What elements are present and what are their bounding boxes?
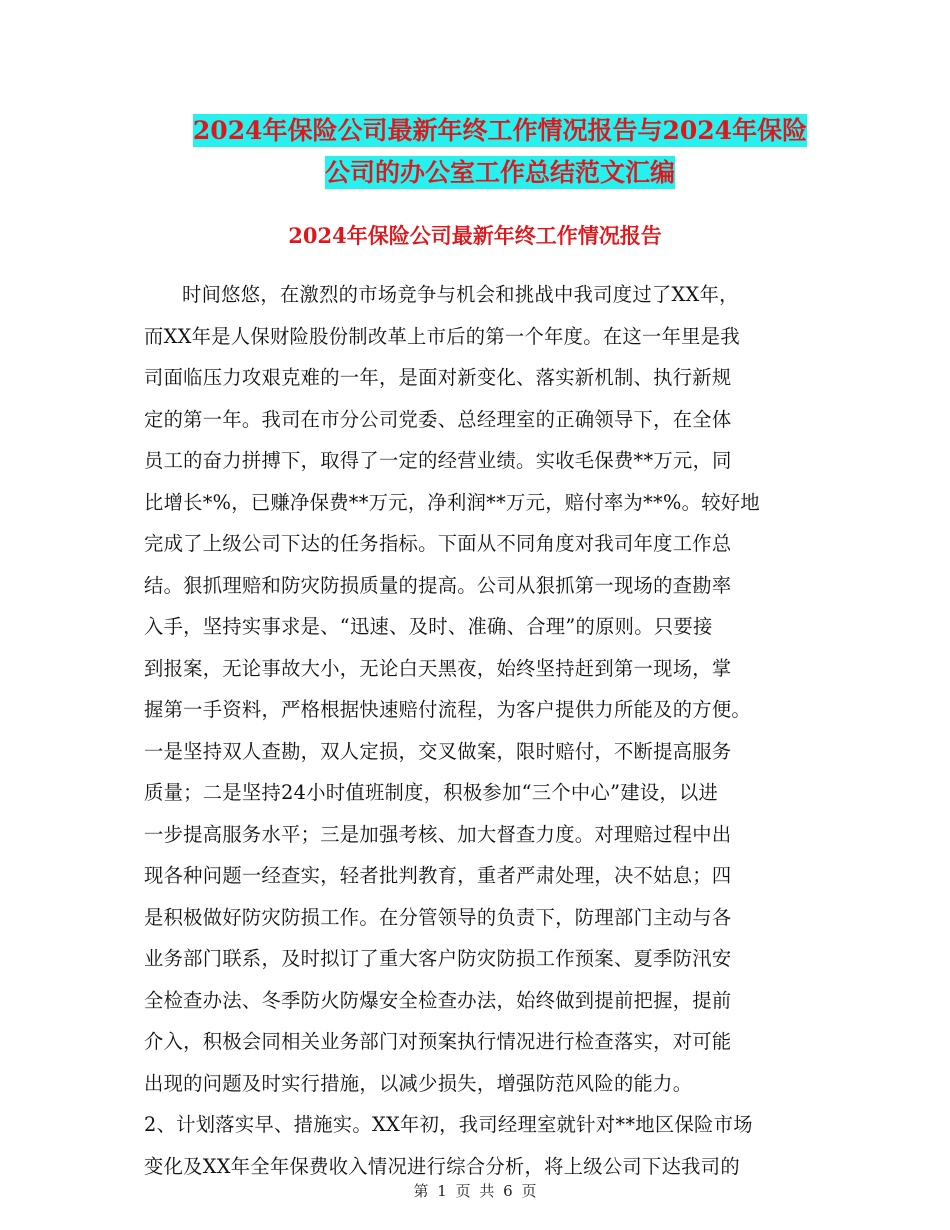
body-line: 比增长*%，已赚净保费**万元，净利润**万元，赔付率为**%。较好地: [144, 490, 760, 514]
body-line: 业务部门联系，及时拟订了重大客户防灾防损工作预案、夏季防汛安: [144, 947, 732, 970]
body-text: [144, 274, 824, 1187]
body-line: 完成了上级公司下达的任务指标。下面从不同角度对我司年度工作总: [144, 532, 732, 555]
body-line: 结。狠抓理赔和防灾防损质量的提高。公司从狠抓第一现场的查勘率: [144, 573, 732, 597]
body-line: 全检查办法、冬季防火防爆安全检查办法，始终做到提前把握，提前: [144, 988, 732, 1012]
body-line: 握第一手资料，严格根据快速赔付流程，为客户提供力所能及的方便。: [144, 698, 752, 721]
body-line: 是积极做好防灾防损工作。在分管领导的负责下，防理部门主动与各: [144, 905, 732, 929]
body-line: 司面临压力攻艰克难的一年，是面对新变化、落实新机制、执行新规: [144, 366, 732, 389]
document-title: [120, 110, 880, 194]
body-line: 变化及XX年全年保费收入情况进行综合分析，将上级公司下达我司的: [144, 1154, 740, 1178]
body-line: 而XX年是人保财险股份制改革上市后的第一个年度。在这一年里是我: [144, 324, 740, 348]
body-line: 一是坚持双人查勘，双人定损，交叉做案，限时赔付，不断提高服务: [144, 739, 732, 763]
body-line: 出现的问题及时实行措施，以减少损失，增强防范风险的能力。: [144, 1071, 693, 1095]
document-title-line-1: 2024年保险公司最新年终工作情况报告与2024年保险: [192, 116, 808, 145]
body-line: 到报案，无论事故大小，无论白天黑夜，始终坚持赶到第一现场，掌: [144, 656, 732, 680]
body-line: 员工的奋力拼搏下，取得了一定的经营业绩。实收毛保费**万元，同: [144, 449, 732, 472]
body-line: 一步提高服务水平；三是加强考核、加大督查力度。对理赔过程中出: [144, 822, 732, 846]
body-line: 时间悠悠，在激烈的市场竞争与机会和挑战中我司度过了XX年，: [182, 283, 739, 306]
body-line: 入手，坚持实事求是、“迅速、及时、准确、合理”的原则。只要接: [144, 615, 713, 638]
body-line: 定的第一年。我司在市分公司党委、总经理室的正确领导下，在全体: [144, 407, 732, 431]
body-line: 2、计划落实早、措施实。XX年初，我司经理室就针对**地区保险市场: [144, 1113, 753, 1136]
body-line: 质量；二是坚持24小时值班制度，积极参加“三个中心”建设，以进: [144, 781, 719, 804]
body-line: 现各种问题一经查实，轻者批判教育，重者严肃处理，决不姑息；四: [144, 864, 732, 887]
section-title: 2024年保险公司最新年终工作情况报告: [288, 223, 662, 248]
body-line: 介入，积极会同相关业务部门对预案执行情况进行检查落实，对可能: [144, 1030, 732, 1053]
document-title-line-2: 公司的办公室工作总结范文汇编: [324, 158, 675, 187]
page-footer: 第 1 页 共 6 页: [413, 1182, 537, 1200]
